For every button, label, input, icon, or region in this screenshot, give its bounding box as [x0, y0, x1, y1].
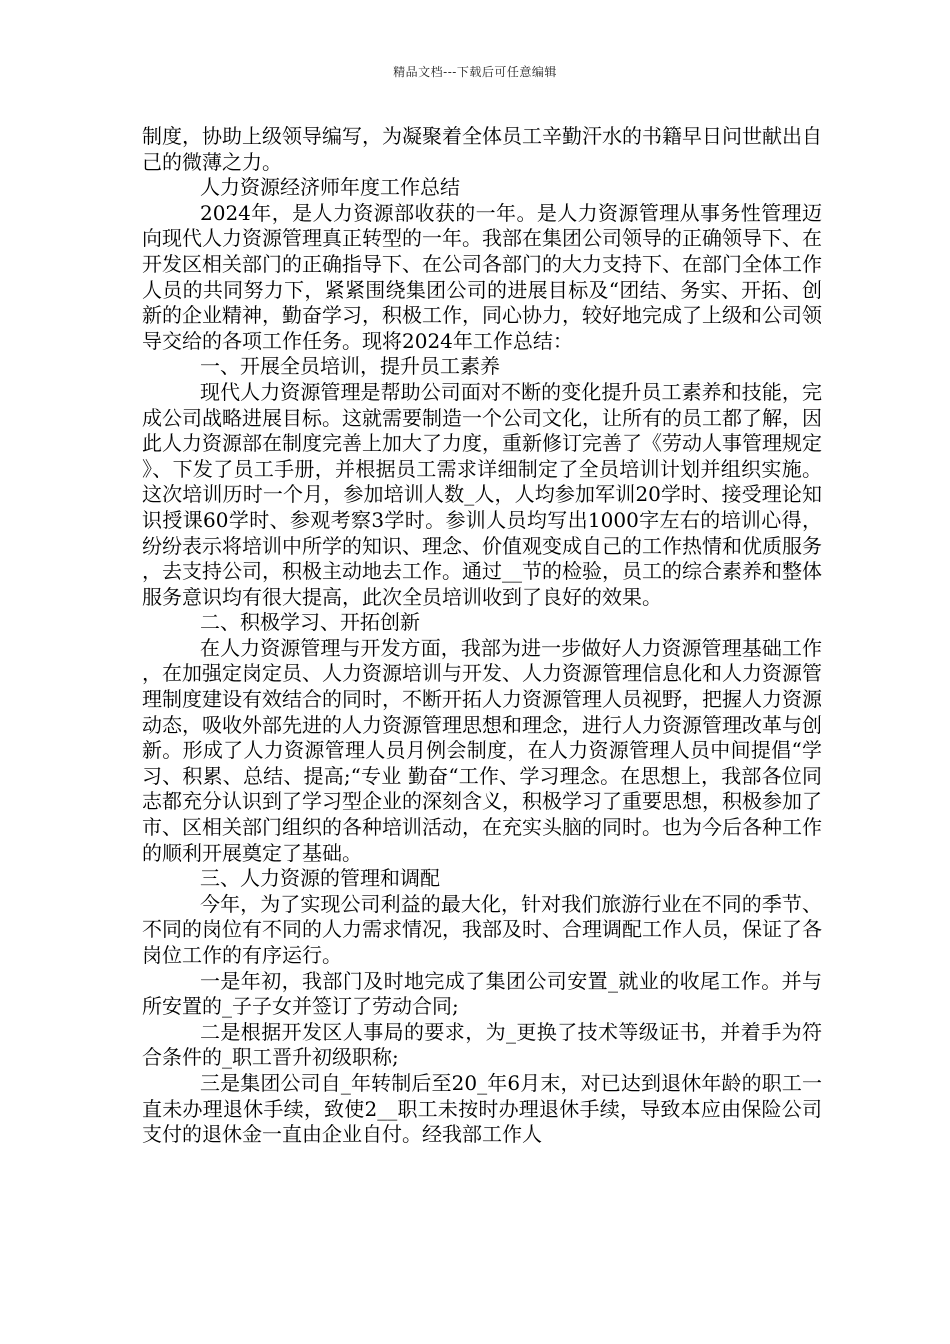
paragraph: 今年，为了实现公司利益的最大化，针对我们旅游行业在不同的季节、不同的岗位有不同的人力需求情况，我部及时、合理调配工作人员，保证了各岗位工作的有序运行。 [142, 891, 822, 967]
paragraph: 二是根据开发区人事局的要求，为_更换了技术等级证书，并着手为符合条件的_职工晋升初级职称; [142, 1019, 822, 1070]
paragraph: 三是集团公司自_年转制后至20_年6月末，对已达到退休年龄的职工一直未办理退休手续，致使2__职工未按时办理退休手续，导致本应由保险公司支付的退休金一直由企业自付。经我部工作人 [142, 1070, 822, 1147]
paragraph: 在人力资源管理与开发方面，我部为进一步做好人力资源管理基础工作，在加强定岗定员、人力资源培训与开发、人力资源管理信息化和人力资源管理制度建设有效结合的同时，不断开拓人力资源管理人员视野，把握人力资源动态，吸收外部先进的人力资源管理思想和理念，进行人力资源管理改革与创新。形成了人力资源管理人员月例会制度，在人力资源管理人员中间提倡“学习、积累、总结、提高;“专业 勤奋“工作、学习理念。在思想上，我部各位同志都充分认识到了学习型企业的深刻含义，积极学习了重要思想，积极参加了市、区相关部门组织的各种培训活动，在充实头脑的同时。也为今后各种工作的顺利开展奠定了基础。 [142, 635, 822, 865]
section-heading: 二、积极学习、开拓创新 [200, 610, 420, 635]
document-body [142, 124, 822, 1148]
section-heading: 一、开展全员培训，提升员工素养 [200, 354, 500, 379]
section-heading: 三、人力资源的管理和调配 [200, 866, 440, 891]
paragraph: 制度，协助上级领导编写，为凝聚着全体员工辛勤汗水的书籍早日问世献出自己的微薄之力。 [142, 124, 822, 174]
paragraph: 2024年，是人力资源部收获的一年。是人力资源管理从事务性管理迈向现代人力资源管理真正转型的一年。我部在集团公司领导的正确领导下、在开发区相关部门的正确指导下、在公司各部门的大力支持下、在部门全体工作人员的共同努力下，紧紧围绕集团公司的进展目标及“团结、务实、开拓、创新的企业精神，勤奋学习，积极工作，同心协力，较好地完成了上级和公司领导交给的各项工作任务。现将2024年工作总结： [142, 200, 822, 353]
paragraph: 一是年初，我部门及时地完成了集团公司安置_就业的收尾工作。并与所安置的_子子女并签订了劳动合同; [142, 968, 822, 1019]
section-title: 人力资源经济师年度工作总结 [200, 175, 460, 200]
paragraph: 现代人力资源管理是帮助公司面对不断的变化提升员工素养和技能，完成公司战略进展目标。这就需要制造一个公司文化，让所有的员工都了解，因此人力资源部在制度完善上加大了力度，重新修订完善了《劳动人事管理规定》、下发了员工手册，并根据员工需求详细制定了全员培训计划并组织实施。这次培训历时一个月，参加培训人数_人，人均参加军训20学时、接受理论知识授课60学时、参观考察3学时。参训人员均写出1000字左右的培训心得，纷纷表示将培训中所学的知识、理念、价值观变成自己的工作热情和优质服务，去支持公司，积极主动地去工作。通过__节的检验，员工的综合素养和整体服务意识均有很大提高，此次全员培训收到了良好的效果。 [142, 379, 822, 609]
page-header: 精品文档---下载后可任意编辑 [393, 65, 557, 79]
